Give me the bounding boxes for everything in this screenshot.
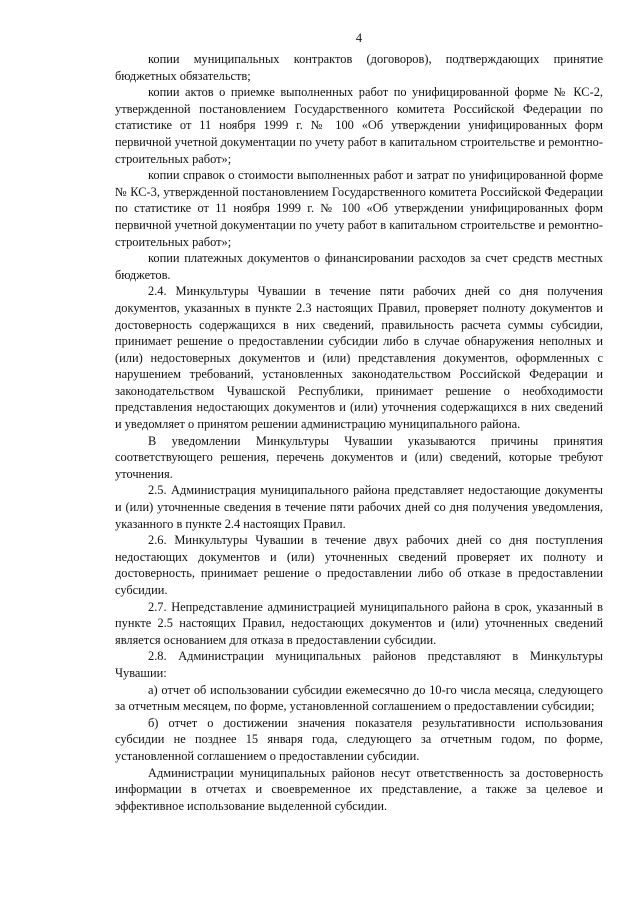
page-number: 4 bbox=[355, 31, 363, 45]
paragraph-responsibility: Администрации муниципальных районов несут ответственность за достоверность информации в отчетах и своевременное их представление, а также за целевое и эффективное использование выделенной субсидии. bbox=[115, 765, 603, 813]
paragraph-contracts: копии муниципальных контрактов (договоров), подтверждающих принятие бюджетных обязательств; bbox=[115, 52, 603, 83]
paragraph-ks3-certificates: копии справок о стоимости выполненных работ и затрат по унифицированной форме № КС-3, утвержденной постановлением Государственного комитета Российской Федерации по статистике от 11 ноября 1999 г. № 100 «Об утверждении унифицированных форм первичной учетной документации по учету работ в капитальном строительстве и ремонтно-строительных работ»; bbox=[115, 168, 603, 249]
paragraph-2-5: 2.5. Администрация муниципального района представляет недостающие документы и (или) уточненные сведения в течение пяти рабочих дней со дня получения уведомления, указанного в пункте 2.4 настоящих Правил. bbox=[115, 483, 603, 531]
paragraph-2-8-a: а) отчет об использовании субсидии ежемесячно до 10-го числа месяца, следующего за отчетным месяцем, по форме, установленной соглашением о предоставлении субсидии; bbox=[115, 682, 603, 714]
paragraph-2-7: 2.7. Непредставление администрацией муниципального района в срок, указанный в пункте 2.5 настоящих Правил, недостающих документов и (или) уточненных сведений является основанием для отказа в предоставлении субсидии. bbox=[115, 599, 603, 647]
paragraph-2-4: 2.4. Минкультуры Чувашии в течение пяти рабочих дней со дня получения документов, указанных в пункте 2.3 настоящих Правил, проверяет полноту документов и достоверность содержащихся в них сведений, правильность расчета суммы субсидии, принимает решение о предоставлении субсидии либо в случае обнаружения неполных и (или) недостоверных документов и (или) представления документов, оформленных с нарушением требований, установленных законодательством Российской Федерации и законодательством Чувашской Республики, принимает решение о необходимости представления недостающих документов и (или) уточнения содержащихся в них сведений и уведомляет о принятом решении администрацию муниципального района. bbox=[115, 284, 603, 432]
document-body bbox=[115, 51, 603, 814]
paragraph-2-8: 2.8. Администрации муниципальных районов представляют в Минкультуры Чувашии: bbox=[115, 649, 603, 680]
paragraph-2-6: 2.6. Минкультуры Чувашии в течение двух рабочих дней со дня поступления недостающих документов и (или) уточненных сведений проверяет их полноту и достоверность, принимает решение о предоставлении либо об отказе в предоставлении субсидии. bbox=[115, 533, 603, 597]
paragraph-notification: В уведомлении Минкультуры Чувашии указываются причины принятия соответствующего решения, перечень документов и (или) сведений, которые требуют уточнения. bbox=[115, 433, 603, 481]
paragraph-ks2-acts: копии актов о приемке выполненных работ по унифицированной форме № КС-2, утвержденной постановлением Государственного комитета Российской Федерации по статистике от 11 ноября 1999 г. № 100 «Об утверждении унифицированных форм первичной учетной документации по учету работ в капитальном строительстве и ремонтно-строительных работ»; bbox=[115, 85, 603, 166]
paragraph-payment-documents: копии платежных документов о финансировании расходов за счет средств местных бюджетов. bbox=[115, 251, 603, 282]
paragraph-2-8-b: б) отчет о достижении значения показателя результативности использования субсидии не позднее 15 января года, следующего за отчетным годом, по форме, установленной соглашением о предоставлении субсидии. bbox=[115, 715, 603, 763]
